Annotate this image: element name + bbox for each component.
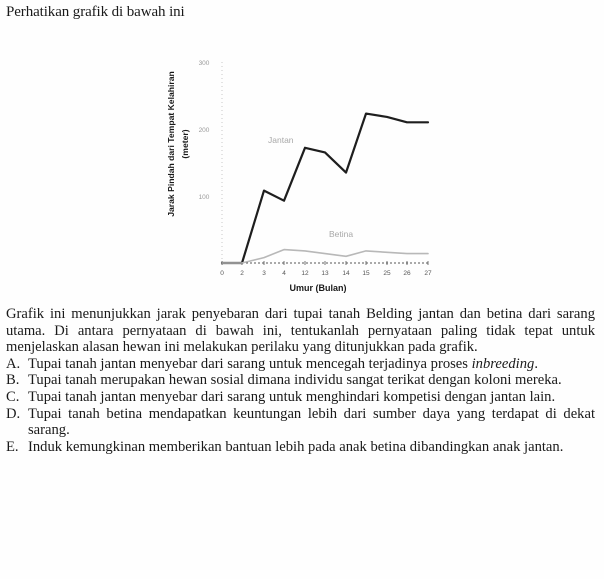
question-block	[6, 306, 595, 455]
y-axis-label	[166, 71, 190, 217]
x-axis-label: Umur (Bulan)	[289, 283, 347, 293]
option-d[interactable]	[6, 406, 595, 439]
intro-text: Perhatikan grafik di bawah ini	[6, 4, 185, 20]
x-tick-label: 27	[424, 270, 432, 277]
option-b[interactable]	[6, 372, 595, 389]
option-e[interactable]	[6, 439, 595, 456]
x-tick-label: 15	[362, 270, 370, 277]
x-tick-label: 13	[321, 270, 329, 277]
x-tick-label: 0	[220, 270, 224, 277]
y-tick-label: 300	[198, 60, 210, 67]
option-emphasis: inbreeding	[471, 355, 535, 372]
x-tick-label: 25	[383, 270, 391, 277]
option-a[interactable]	[6, 356, 595, 373]
x-tick-label: 3	[262, 270, 266, 277]
option-label: C.	[6, 388, 20, 405]
y-tick-label: 100	[198, 194, 210, 201]
x-tick-label: 26	[403, 270, 411, 277]
option-label: A.	[6, 355, 21, 372]
option-c[interactable]	[6, 389, 595, 406]
series-label-betina: Betina	[329, 229, 354, 239]
option-text: Tupai tanah betina mendapatkan keuntungan lebih dari sumber daya yang terdapat di dekat sarang.	[28, 405, 595, 439]
x-tick-label: 14	[342, 270, 350, 277]
dispersal-line-chart	[160, 40, 450, 302]
y-axis-label-line1: Jarak Pindah dari Tempat Kelahiran	[166, 71, 176, 217]
series-label-jantan: Jantan	[268, 135, 294, 145]
y-axis-label-line2: (meter)	[180, 129, 190, 159]
option-text: Tupai tanah merupakan hewan sosial dimana individu sangat terikat dengan koloni mereka.	[28, 372, 562, 389]
option-text: Tupai tanah jantan menyebar dari sarang untuk menghindari kompetisi dengan jantan lain.	[28, 388, 556, 405]
x-tick-label: 2	[240, 270, 244, 277]
option-text: Tupai tanah jantan menyebar dari sarang untuk mencegah terjadinya proses inbreeding.	[28, 355, 538, 372]
option-label: E.	[6, 438, 19, 455]
question-stem: Grafik ini menunjukkan jarak penyebaran dari tupai tanah Belding jantan dan betina dari sarang utama. Di antara pernyataan di bawah ini, tentukanlah pernyataan paling tidak tepat untuk menjelaskan alasan hewan ini melakukan perilaku yang ditunjukkan pada grafik.	[6, 306, 595, 356]
x-tick-label: 12	[301, 270, 309, 277]
series-line-jantan	[222, 114, 428, 263]
option-label: B.	[6, 372, 20, 389]
x-tick-label: 4	[282, 270, 286, 277]
series-line-betina	[222, 250, 428, 263]
option-text: Induk kemungkinan memberikan bantuan lebih pada anak betina dibandingkan anak jantan.	[28, 438, 564, 455]
option-label: D.	[6, 405, 21, 422]
answer-options	[6, 356, 595, 456]
y-tick-label: 200	[198, 127, 210, 134]
